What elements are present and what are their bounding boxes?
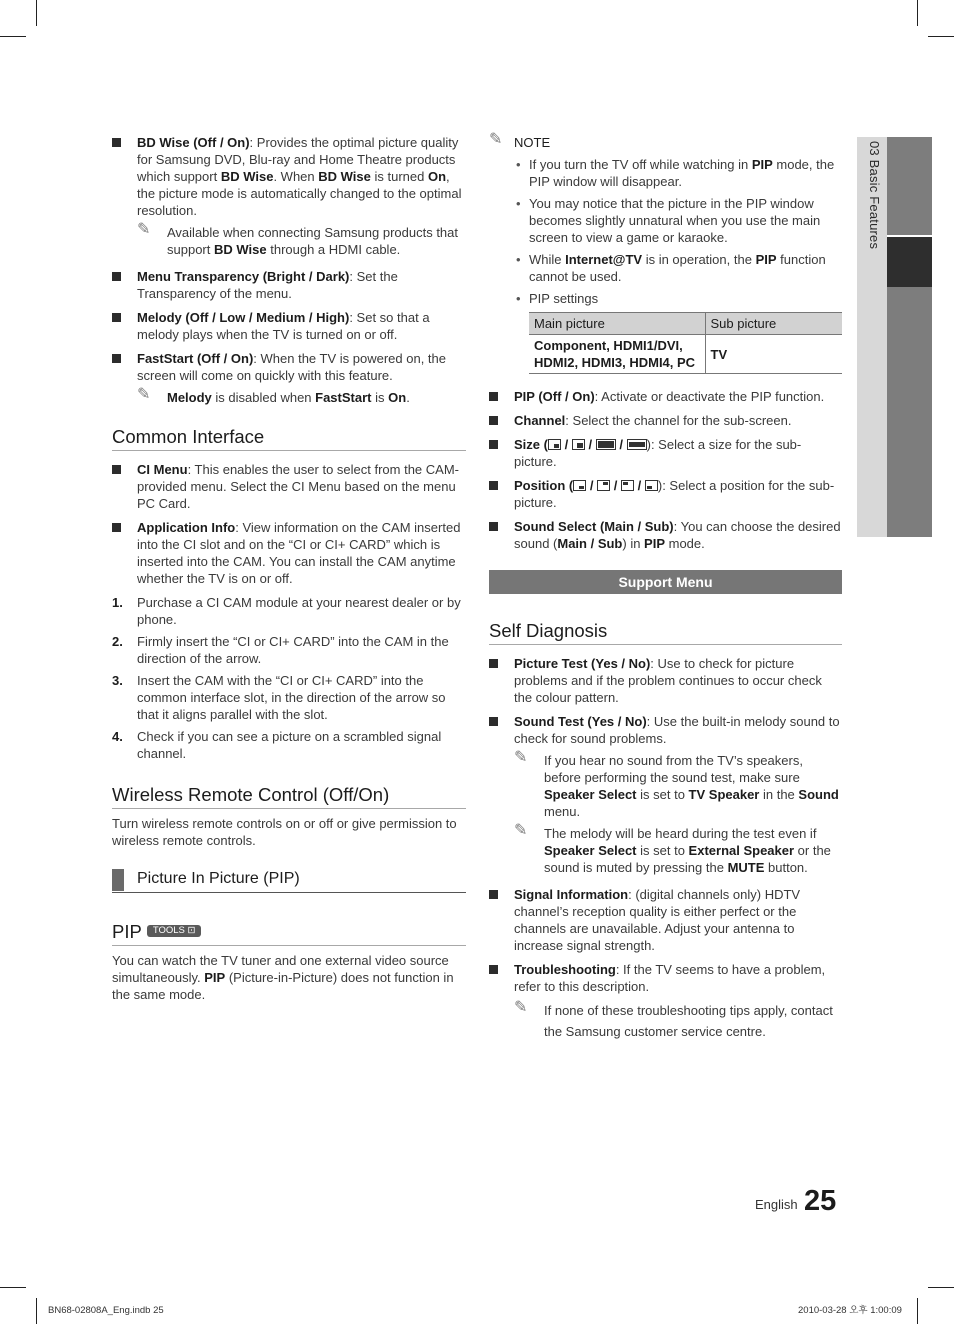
crop-mark: [928, 36, 954, 37]
list-item-position: Position ( / / / ): Select a position for the sub-picture.: [514, 478, 835, 510]
support-menu-banner: Support Menu: [489, 570, 842, 594]
crop-mark: [917, 0, 918, 26]
table-cell: TV: [705, 335, 842, 374]
list-item-channel: Channel: Select the channel for the sub-screen.: [514, 413, 792, 428]
chapter-tab-strip: [887, 137, 932, 235]
table-cell: Component, HDMI1/DVI, HDMI2, HDMI3, HDMI4, PC: [529, 335, 705, 374]
size-wide-split-icon: [627, 439, 647, 450]
list-item-ci-menu: CI Menu: This enables the user to select from the CAM-provided menu. Select the CI Menu based on the menu PC Card.: [137, 462, 459, 511]
list-item-bd-wise: BD Wise (Off / On): Provides the optimal picture quality for Samsung DVD, Blu-ray and Home Theatre products which support BD Wise. When BD Wise is turned On, the picture mode is automatically changed to the optimal resolution. ✎ Available when connecting Samsung products that support BD Wise through a HDMI cable.: [112, 134, 466, 258]
pip-settings-table: [529, 312, 842, 374]
note-bullet: • PIP settings: [489, 290, 842, 307]
list-item-melody: Melody (Off / Low / Medium / High): Set so that a melody plays when the TV is turned on or off.: [137, 310, 430, 342]
table-header: Main picture: [529, 313, 705, 335]
step-item: 1. Purchase a CI CAM module at your nearest dealer or by phone.: [112, 595, 461, 627]
crop-mark: [36, 0, 37, 26]
list-item-sound-test: Sound Test (Yes / No): Use the built-in melody sound to check for sound problems. ✎ If you hear no sound from the TV’s speakers, before performing the sound test, make sure Speaker Select is set to TV Speaker in the Sound menu. ✎ The melody will be heard during the test even if Speaker Select is set to External Speaker or the sound is muted by pressing the MUTE button.: [489, 713, 842, 876]
crop-mark: [0, 36, 26, 37]
note-sound-test-melody: ✎ The melody will be heard during the test even if Speaker Select is set to External Speaker or the sound is muted by pressing the MUTE button.: [514, 822, 831, 875]
heading-pip: PIP TOOLS ⊡: [112, 921, 466, 946]
list-item-faststart: FastStart (Off / On): When the TV is powered on, the screen will come on quickly with this feature. ✎ Melody is disabled when FastStart is On.: [112, 350, 466, 406]
note-troubleshooting: ✎ If none of these troubleshooting tips apply, contact the Samsung customer service centre.: [514, 999, 833, 1039]
left-column: [112, 134, 466, 1003]
list-item-signal-information: Signal Information: (digital channels only) HDTV channel’s reception quality is either perfect or the channels are unavailable. Adjust your antenna to increase signal strength.: [514, 887, 801, 953]
pencil-note-icon: ✎: [514, 999, 528, 1016]
step-item: 4. Check if you can see a picture on a scrambled signal channel.: [112, 729, 442, 761]
pencil-note-icon: ✎: [514, 822, 528, 839]
position-top-left-icon: [621, 480, 634, 491]
crop-mark: [917, 1298, 918, 1324]
note-bullet: • You may notice that the picture in the PIP window becomes slightly unnatural when you use the main screen to view a game or karaoke.: [489, 195, 842, 246]
heading-common-interface: Common Interface: [112, 426, 466, 451]
table-header: Sub picture: [705, 313, 842, 335]
heading-self-diagnosis: Self Diagnosis: [489, 620, 842, 645]
heading-wireless-remote: Wireless Remote Control (Off/On): [112, 784, 466, 809]
print-date-info: 2010-03-28 오후 1:00:09: [798, 1305, 902, 1316]
pencil-note-icon: ✎: [137, 221, 151, 238]
size-medium-icon: [572, 439, 585, 450]
note-heading: ✎ NOTE: [489, 131, 551, 150]
note-bd-wise: ✎ Available when connecting Samsung products that support BD Wise through a HDMI cable.: [137, 221, 459, 257]
footer-language: English: [755, 1197, 798, 1212]
size-split-icon: [596, 439, 616, 450]
size-small-icon: [548, 439, 561, 450]
subheading-picture-in-picture: Picture In Picture (PIP): [112, 869, 466, 893]
pencil-note-icon: ✎: [514, 749, 528, 766]
list-item-picture-test: Picture Test (Yes / No): Use to check for picture problems and if the problem continues to occur check the colour pattern.: [514, 656, 822, 705]
list-item-pip-onoff: PIP (Off / On): Activate or deactivate the PIP function.: [514, 389, 825, 404]
print-file-info: BN68-02808A_Eng.indb 25: [48, 1305, 164, 1316]
note-faststart: ✎ Melody is disabled when FastStart is On.: [137, 386, 410, 405]
note-bullet: • While Internet@TV is in operation, the PIP function cannot be used.: [489, 251, 842, 285]
list-item-size: Size ( / / / ): Select a size for the sub-picture.: [514, 437, 802, 469]
pip-description: You can watch the TV tuner and one external video source simultaneously. PIP (Picture-in-Picture) does not function in the same mode.: [112, 953, 454, 1002]
list-item-menu-transparency: Menu Transparency (Bright / Dark): Set the Transparency of the menu.: [137, 269, 398, 301]
pencil-note-icon: ✎: [137, 386, 151, 403]
chapter-tab-active-marker: [887, 237, 932, 287]
step-item: 3. Insert the CAM with the “CI or CI+ CARD” into the common interface slot, in the direction of the arrow so that it aligns parallel with the slot.: [112, 673, 446, 722]
page-number: 25: [804, 1185, 837, 1217]
crop-mark: [0, 1287, 26, 1288]
right-column: [489, 131, 842, 1049]
chapter-tab-label: 03 Basic Features: [867, 141, 882, 250]
list-item-application-info: Application Info: View information on the CAM inserted into the CI slot and on the “CI or CI+ CARD” which is inserted into the CAM. You can install the CAM anytime whether the TV is on or off.: [137, 520, 461, 586]
note-sound-test-speakers: ✎ If you hear no sound from the TV’s speakers, before performing the sound test, make sure Speaker Select is set to TV Speaker in the Sound menu.: [514, 749, 839, 819]
list-item-troubleshooting: Troubleshooting: If the TV seems to have a problem, refer to this description. ✎ If none of these troubleshooting tips apply, contact the Samsung customer service centre.: [489, 961, 842, 1042]
crop-mark: [36, 1298, 37, 1324]
wireless-remote-description: Turn wireless remote controls on or off or give permission to wireless remote controls.: [112, 816, 457, 848]
crop-mark: [928, 1287, 954, 1288]
table-row: [529, 335, 842, 374]
note-bullet: • If you turn the TV off while watching in PIP mode, the PIP window will disappear.: [489, 156, 842, 190]
chapter-tab-strip: [887, 287, 932, 537]
tools-badge: TOOLS ⊡: [147, 925, 202, 937]
pencil-note-icon: ✎: [489, 131, 503, 148]
tools-icon: ⊡: [187, 925, 196, 937]
list-item-sound-select: Sound Select (Main / Sub): You can choose the desired sound (Main / Sub) in PIP mode.: [514, 519, 841, 551]
position-top-right-icon: [597, 480, 610, 491]
subheading-bar: [112, 869, 124, 891]
position-bottom-left-icon: [645, 480, 658, 491]
position-bottom-right-icon: [573, 480, 586, 491]
step-item: 2. Firmly insert the “CI or CI+ CARD” into the CAM in the direction of the arrow.: [112, 634, 449, 666]
